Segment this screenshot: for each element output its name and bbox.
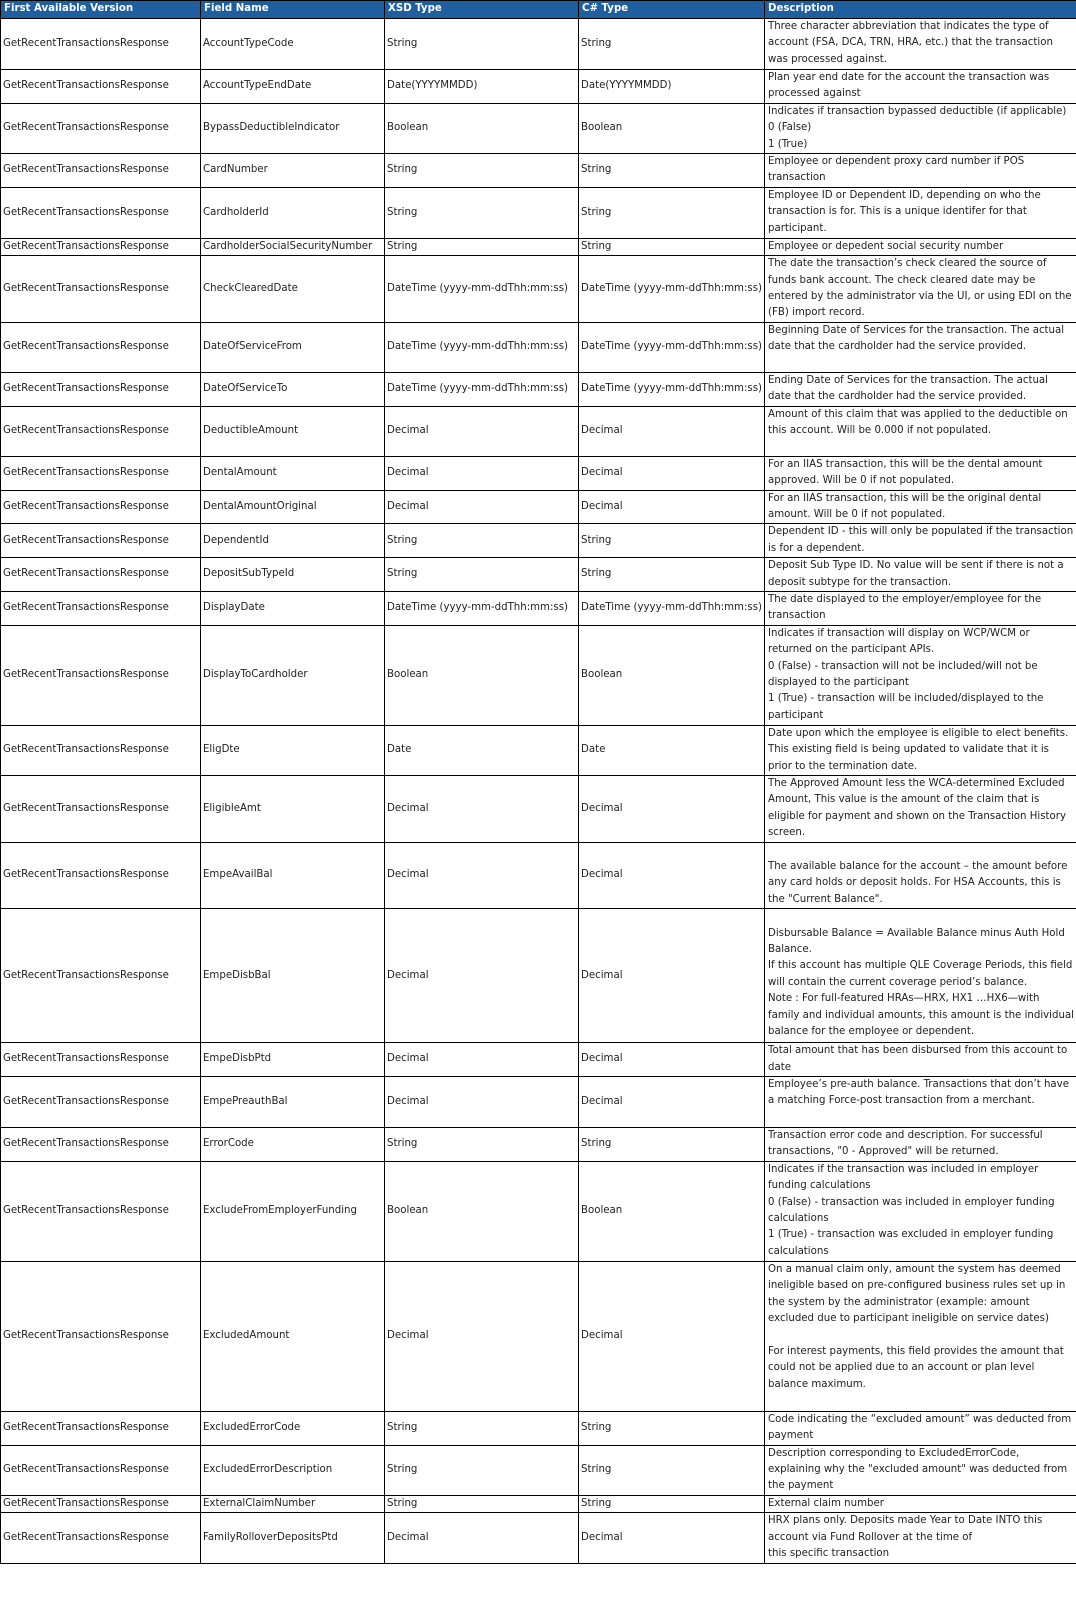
- cell-xsd-type: DateTime (yyyy-mm-ddThh:mm:ss): [385, 256, 579, 323]
- cell-first-available-version: GetRecentTransactionsResponse: [1, 406, 201, 456]
- cell-description: Transaction error code and description. For successful transactions, "0 - Approved" will be returned.: [765, 1128, 1076, 1162]
- table-row: [1, 322, 1076, 372]
- table-row: [1, 1043, 1076, 1077]
- cell-xsd-type: String: [385, 238, 579, 255]
- table-row: [1, 256, 1076, 323]
- cell-description: Plan year end date for the account the transaction was processed against: [765, 70, 1076, 104]
- cell-first-available-version: GetRecentTransactionsResponse: [1, 591, 201, 625]
- cell-first-available-version: GetRecentTransactionsResponse: [1, 19, 201, 70]
- cell-first-available-version: GetRecentTransactionsResponse: [1, 372, 201, 406]
- table-body: [1, 19, 1076, 1564]
- cell-field-name: DependentId: [201, 524, 385, 558]
- cell-field-name: CardNumber: [201, 154, 385, 188]
- cell-description: Total amount that has been disbursed from this account to date: [765, 1043, 1076, 1077]
- cell-description: For an IIAS transaction, this will be the dental amount approved. Will be 0 if not populated.: [765, 456, 1076, 490]
- cell-description: Disbursable Balance = Available Balance minus Auth Hold Balance. If this account has multiple QLE Coverage Periods, this field will contain the current coverage period’s balance. Note : For full-featured HRAs—HRX, HX1 …HX6—with family and individual amounts, this amount is the individual balance for the employee or dependent.: [765, 909, 1076, 1043]
- cell-first-available-version: GetRecentTransactionsResponse: [1, 1513, 201, 1563]
- cell-xsd-type: Decimal: [385, 909, 579, 1043]
- cell-first-available-version: GetRecentTransactionsResponse: [1, 154, 201, 188]
- cell-description: For an IIAS transaction, this will be the original dental amount. Will be 0 if not populated.: [765, 490, 1076, 524]
- cell-description: Date upon which the employee is eligible to elect benefits. This existing field is being updated to validate that it is prior to the termination date.: [765, 725, 1076, 775]
- cell-description: The date displayed to the employer/employee for the transaction: [765, 591, 1076, 625]
- table-header-row: [1, 1, 1076, 19]
- cell-field-name: EmpeDisbPtd: [201, 1043, 385, 1077]
- header-field-name: Field Name: [201, 1, 385, 19]
- cell-field-name: EligDte: [201, 725, 385, 775]
- table-row: [1, 1513, 1076, 1563]
- cell-field-name: ExcludedErrorDescription: [201, 1445, 385, 1495]
- cell-xsd-type: String: [385, 558, 579, 592]
- table-row: [1, 775, 1076, 842]
- cell-first-available-version: GetRecentTransactionsResponse: [1, 187, 201, 238]
- cell-field-name: DisplayToCardholder: [201, 625, 385, 725]
- cell-csharp-type: String: [579, 1128, 765, 1162]
- cell-xsd-type: Decimal: [385, 842, 579, 909]
- table-row: [1, 1077, 1076, 1128]
- cell-first-available-version: GetRecentTransactionsResponse: [1, 1161, 201, 1261]
- cell-field-name: AccountTypeCode: [201, 19, 385, 70]
- table-row: [1, 1261, 1076, 1411]
- cell-first-available-version: GetRecentTransactionsResponse: [1, 70, 201, 104]
- cell-field-name: EmpePreauthBal: [201, 1077, 385, 1128]
- cell-description: Ending Date of Services for the transaction. The actual date that the cardholder had the service provided.: [765, 372, 1076, 406]
- header-csharp-type: C# Type: [579, 1, 765, 19]
- table-row: [1, 372, 1076, 406]
- cell-xsd-type: String: [385, 19, 579, 70]
- header-xsd-type: XSD Type: [385, 1, 579, 19]
- cell-xsd-type: DateTime (yyyy-mm-ddThh:mm:ss): [385, 591, 579, 625]
- table-row: [1, 909, 1076, 1043]
- table-row: [1, 187, 1076, 238]
- cell-first-available-version: GetRecentTransactionsResponse: [1, 1043, 201, 1077]
- cell-description: Three character abbreviation that indicates the type of account (FSA, DCA, TRN, HRA, etc.) that the transaction was processed against.: [765, 19, 1076, 70]
- cell-xsd-type: String: [385, 1445, 579, 1495]
- cell-first-available-version: GetRecentTransactionsResponse: [1, 524, 201, 558]
- cell-csharp-type: Boolean: [579, 625, 765, 725]
- cell-csharp-type: Decimal: [579, 909, 765, 1043]
- cell-xsd-type: Boolean: [385, 1161, 579, 1261]
- cell-csharp-type: Decimal: [579, 1513, 765, 1563]
- cell-csharp-type: Boolean: [579, 1161, 765, 1261]
- cell-csharp-type: Decimal: [579, 1261, 765, 1411]
- cell-description: On a manual claim only, amount the system has deemed ineligible based on pre-configured business rules set up in the system by the administrator (example: amount excluded due to participant ineligible on service dates) For interest payments, this field provides the amount that could not be applied due to an account or plan level balance maximum.: [765, 1261, 1076, 1411]
- cell-csharp-type: Decimal: [579, 456, 765, 490]
- cell-xsd-type: Decimal: [385, 406, 579, 456]
- cell-first-available-version: GetRecentTransactionsResponse: [1, 1128, 201, 1162]
- cell-csharp-type: Decimal: [579, 842, 765, 909]
- cell-first-available-version: GetRecentTransactionsResponse: [1, 1445, 201, 1495]
- cell-xsd-type: String: [385, 1128, 579, 1162]
- cell-field-name: ExternalClaimNumber: [201, 1495, 385, 1512]
- cell-csharp-type: Boolean: [579, 103, 765, 153]
- cell-first-available-version: GetRecentTransactionsResponse: [1, 103, 201, 153]
- cell-description: Indicates if transaction will display on WCP/WCM or returned on the participant APIs. 0 (False) - transaction will not be included/will not be displayed to the participant 1 (True) - transaction will be included/displayed to the participant: [765, 625, 1076, 725]
- cell-xsd-type: Date(YYYYMMDD): [385, 70, 579, 104]
- cell-xsd-type: String: [385, 154, 579, 188]
- cell-field-name: DepositSubTypeId: [201, 558, 385, 592]
- cell-xsd-type: Boolean: [385, 103, 579, 153]
- cell-csharp-type: String: [579, 19, 765, 70]
- cell-description: Deposit Sub Type ID. No value will be sent if there is not a deposit subtype for the transaction.: [765, 558, 1076, 592]
- cell-first-available-version: GetRecentTransactionsResponse: [1, 456, 201, 490]
- cell-csharp-type: Date: [579, 725, 765, 775]
- cell-field-name: EligibleAmt: [201, 775, 385, 842]
- cell-csharp-type: Decimal: [579, 1043, 765, 1077]
- cell-xsd-type: Boolean: [385, 625, 579, 725]
- cell-xsd-type: Decimal: [385, 456, 579, 490]
- cell-first-available-version: GetRecentTransactionsResponse: [1, 558, 201, 592]
- table-row: [1, 154, 1076, 188]
- cell-csharp-type: String: [579, 187, 765, 238]
- cell-description: Indicates if the transaction was included in employer funding calculations 0 (False) - transaction was included in employer funding calculations 1 (True) - transaction was excluded in employer funding calculations: [765, 1161, 1076, 1261]
- cell-xsd-type: DateTime (yyyy-mm-ddThh:mm:ss): [385, 322, 579, 372]
- cell-first-available-version: GetRecentTransactionsResponse: [1, 909, 201, 1043]
- cell-first-available-version: GetRecentTransactionsResponse: [1, 725, 201, 775]
- cell-first-available-version: GetRecentTransactionsResponse: [1, 490, 201, 524]
- cell-first-available-version: GetRecentTransactionsResponse: [1, 842, 201, 909]
- table-row: [1, 842, 1076, 909]
- table-row: [1, 238, 1076, 255]
- table-row: [1, 103, 1076, 153]
- cell-field-name: BypassDeductibleIndicator: [201, 103, 385, 153]
- cell-field-name: ErrorCode: [201, 1128, 385, 1162]
- table-row: [1, 1128, 1076, 1162]
- cell-description: Beginning Date of Services for the transaction. The actual date that the cardholder had the service provided.: [765, 322, 1076, 372]
- cell-first-available-version: GetRecentTransactionsResponse: [1, 1261, 201, 1411]
- cell-field-name: AccountTypeEndDate: [201, 70, 385, 104]
- table-row: [1, 725, 1076, 775]
- cell-description: Dependent ID - this will only be populated if the transaction is for a dependent.: [765, 524, 1076, 558]
- cell-xsd-type: String: [385, 187, 579, 238]
- cell-csharp-type: DateTime (yyyy-mm-ddThh:mm:ss): [579, 372, 765, 406]
- table-row: [1, 1495, 1076, 1512]
- cell-csharp-type: Decimal: [579, 1077, 765, 1128]
- cell-field-name: DeductibleAmount: [201, 406, 385, 456]
- cell-xsd-type: Decimal: [385, 1513, 579, 1563]
- cell-xsd-type: Decimal: [385, 775, 579, 842]
- cell-description: Amount of this claim that was applied to the deductible on this account. Will be 0.000 if not populated.: [765, 406, 1076, 456]
- cell-csharp-type: DateTime (yyyy-mm-ddThh:mm:ss): [579, 591, 765, 625]
- table-row: [1, 558, 1076, 592]
- cell-csharp-type: String: [579, 558, 765, 592]
- cell-csharp-type: String: [579, 1445, 765, 1495]
- table-row: [1, 456, 1076, 490]
- cell-xsd-type: Date: [385, 725, 579, 775]
- cell-description: The Approved Amount less the WCA-determined Excluded Amount, This value is the amount of the claim that is eligible for payment and shown on the Transaction History screen.: [765, 775, 1076, 842]
- cell-csharp-type: Decimal: [579, 406, 765, 456]
- cell-csharp-type: Date(YYYYMMDD): [579, 70, 765, 104]
- cell-first-available-version: GetRecentTransactionsResponse: [1, 1411, 201, 1445]
- table-row: [1, 70, 1076, 104]
- table-row: [1, 591, 1076, 625]
- cell-xsd-type: Decimal: [385, 1043, 579, 1077]
- cell-description: The date the transaction’s check cleared the source of funds bank account. The check cleared date may be entered by the administrator via the UI, or using EDI on the (FB) import record.: [765, 256, 1076, 323]
- cell-field-name: CardholderSocialSecurityNumber: [201, 238, 385, 255]
- table-row: [1, 524, 1076, 558]
- table-row: [1, 1445, 1076, 1495]
- cell-csharp-type: String: [579, 1495, 765, 1512]
- cell-field-name: ExcludeFromEmployerFunding: [201, 1161, 385, 1261]
- table-row: [1, 1161, 1076, 1261]
- table-row: [1, 490, 1076, 524]
- cell-field-name: DateOfServiceTo: [201, 372, 385, 406]
- cell-xsd-type: DateTime (yyyy-mm-ddThh:mm:ss): [385, 372, 579, 406]
- cell-csharp-type: DateTime (yyyy-mm-ddThh:mm:ss): [579, 322, 765, 372]
- cell-description: Employee or depedent social security number: [765, 238, 1076, 255]
- cell-xsd-type: String: [385, 1495, 579, 1512]
- cell-description: External claim number: [765, 1495, 1076, 1512]
- table-row: [1, 406, 1076, 456]
- cell-first-available-version: GetRecentTransactionsResponse: [1, 322, 201, 372]
- cell-field-name: ExcludedAmount: [201, 1261, 385, 1411]
- cell-csharp-type: DateTime (yyyy-mm-ddThh:mm:ss): [579, 256, 765, 323]
- cell-csharp-type: Decimal: [579, 775, 765, 842]
- cell-field-name: CardholderId: [201, 187, 385, 238]
- cell-csharp-type: String: [579, 1411, 765, 1445]
- cell-first-available-version: GetRecentTransactionsResponse: [1, 256, 201, 323]
- cell-description: HRX plans only. Deposits made Year to Date INTO this account via Fund Rollover at the time of this specific transaction: [765, 1513, 1076, 1563]
- cell-first-available-version: GetRecentTransactionsResponse: [1, 1495, 201, 1512]
- cell-description: Employee or dependent proxy card number if POS transaction: [765, 154, 1076, 188]
- cell-first-available-version: GetRecentTransactionsResponse: [1, 1077, 201, 1128]
- cell-field-name: ExcludedErrorCode: [201, 1411, 385, 1445]
- cell-first-available-version: GetRecentTransactionsResponse: [1, 238, 201, 255]
- cell-field-name: EmpeDisbBal: [201, 909, 385, 1043]
- cell-csharp-type: Decimal: [579, 490, 765, 524]
- header-first-available-version: First Available Version: [1, 1, 201, 19]
- cell-xsd-type: String: [385, 1411, 579, 1445]
- header-description: Description: [765, 1, 1076, 19]
- table-row: [1, 1411, 1076, 1445]
- cell-xsd-type: Decimal: [385, 490, 579, 524]
- cell-field-name: DisplayDate: [201, 591, 385, 625]
- cell-field-name: DentalAmount: [201, 456, 385, 490]
- cell-csharp-type: String: [579, 524, 765, 558]
- cell-first-available-version: GetRecentTransactionsResponse: [1, 775, 201, 842]
- cell-description: Description corresponding to ExcludedErrorCode, explaining why the "excluded amount" was deducted from the payment: [765, 1445, 1076, 1495]
- cell-field-name: DentalAmountOriginal: [201, 490, 385, 524]
- cell-field-name: CheckClearedDate: [201, 256, 385, 323]
- cell-description: Indicates if transaction bypassed deductible (if applicable) 0 (False) 1 (True): [765, 103, 1076, 153]
- table-row: [1, 625, 1076, 725]
- cell-csharp-type: String: [579, 238, 765, 255]
- cell-xsd-type: String: [385, 524, 579, 558]
- cell-field-name: FamilyRolloverDepositsPtd: [201, 1513, 385, 1563]
- cell-description: Employee’s pre-auth balance. Transactions that don’t have a matching Force-post transaction from a merchant.: [765, 1077, 1076, 1128]
- cell-csharp-type: String: [579, 154, 765, 188]
- cell-xsd-type: Decimal: [385, 1261, 579, 1411]
- cell-description: Employee ID or Dependent ID, depending on who the transaction is for. This is a unique identifer for that participant.: [765, 187, 1076, 238]
- cell-first-available-version: GetRecentTransactionsResponse: [1, 625, 201, 725]
- cell-field-name: DateOfServiceFrom: [201, 322, 385, 372]
- cell-description: Code indicating the “excluded amount” was deducted from payment: [765, 1411, 1076, 1445]
- cell-field-name: EmpeAvailBal: [201, 842, 385, 909]
- cell-xsd-type: Decimal: [385, 1077, 579, 1128]
- cell-description: The available balance for the account – the amount before any card holds or deposit holds. For HSA Accounts, this is the "Current Balance".: [765, 842, 1076, 909]
- table-row: [1, 19, 1076, 70]
